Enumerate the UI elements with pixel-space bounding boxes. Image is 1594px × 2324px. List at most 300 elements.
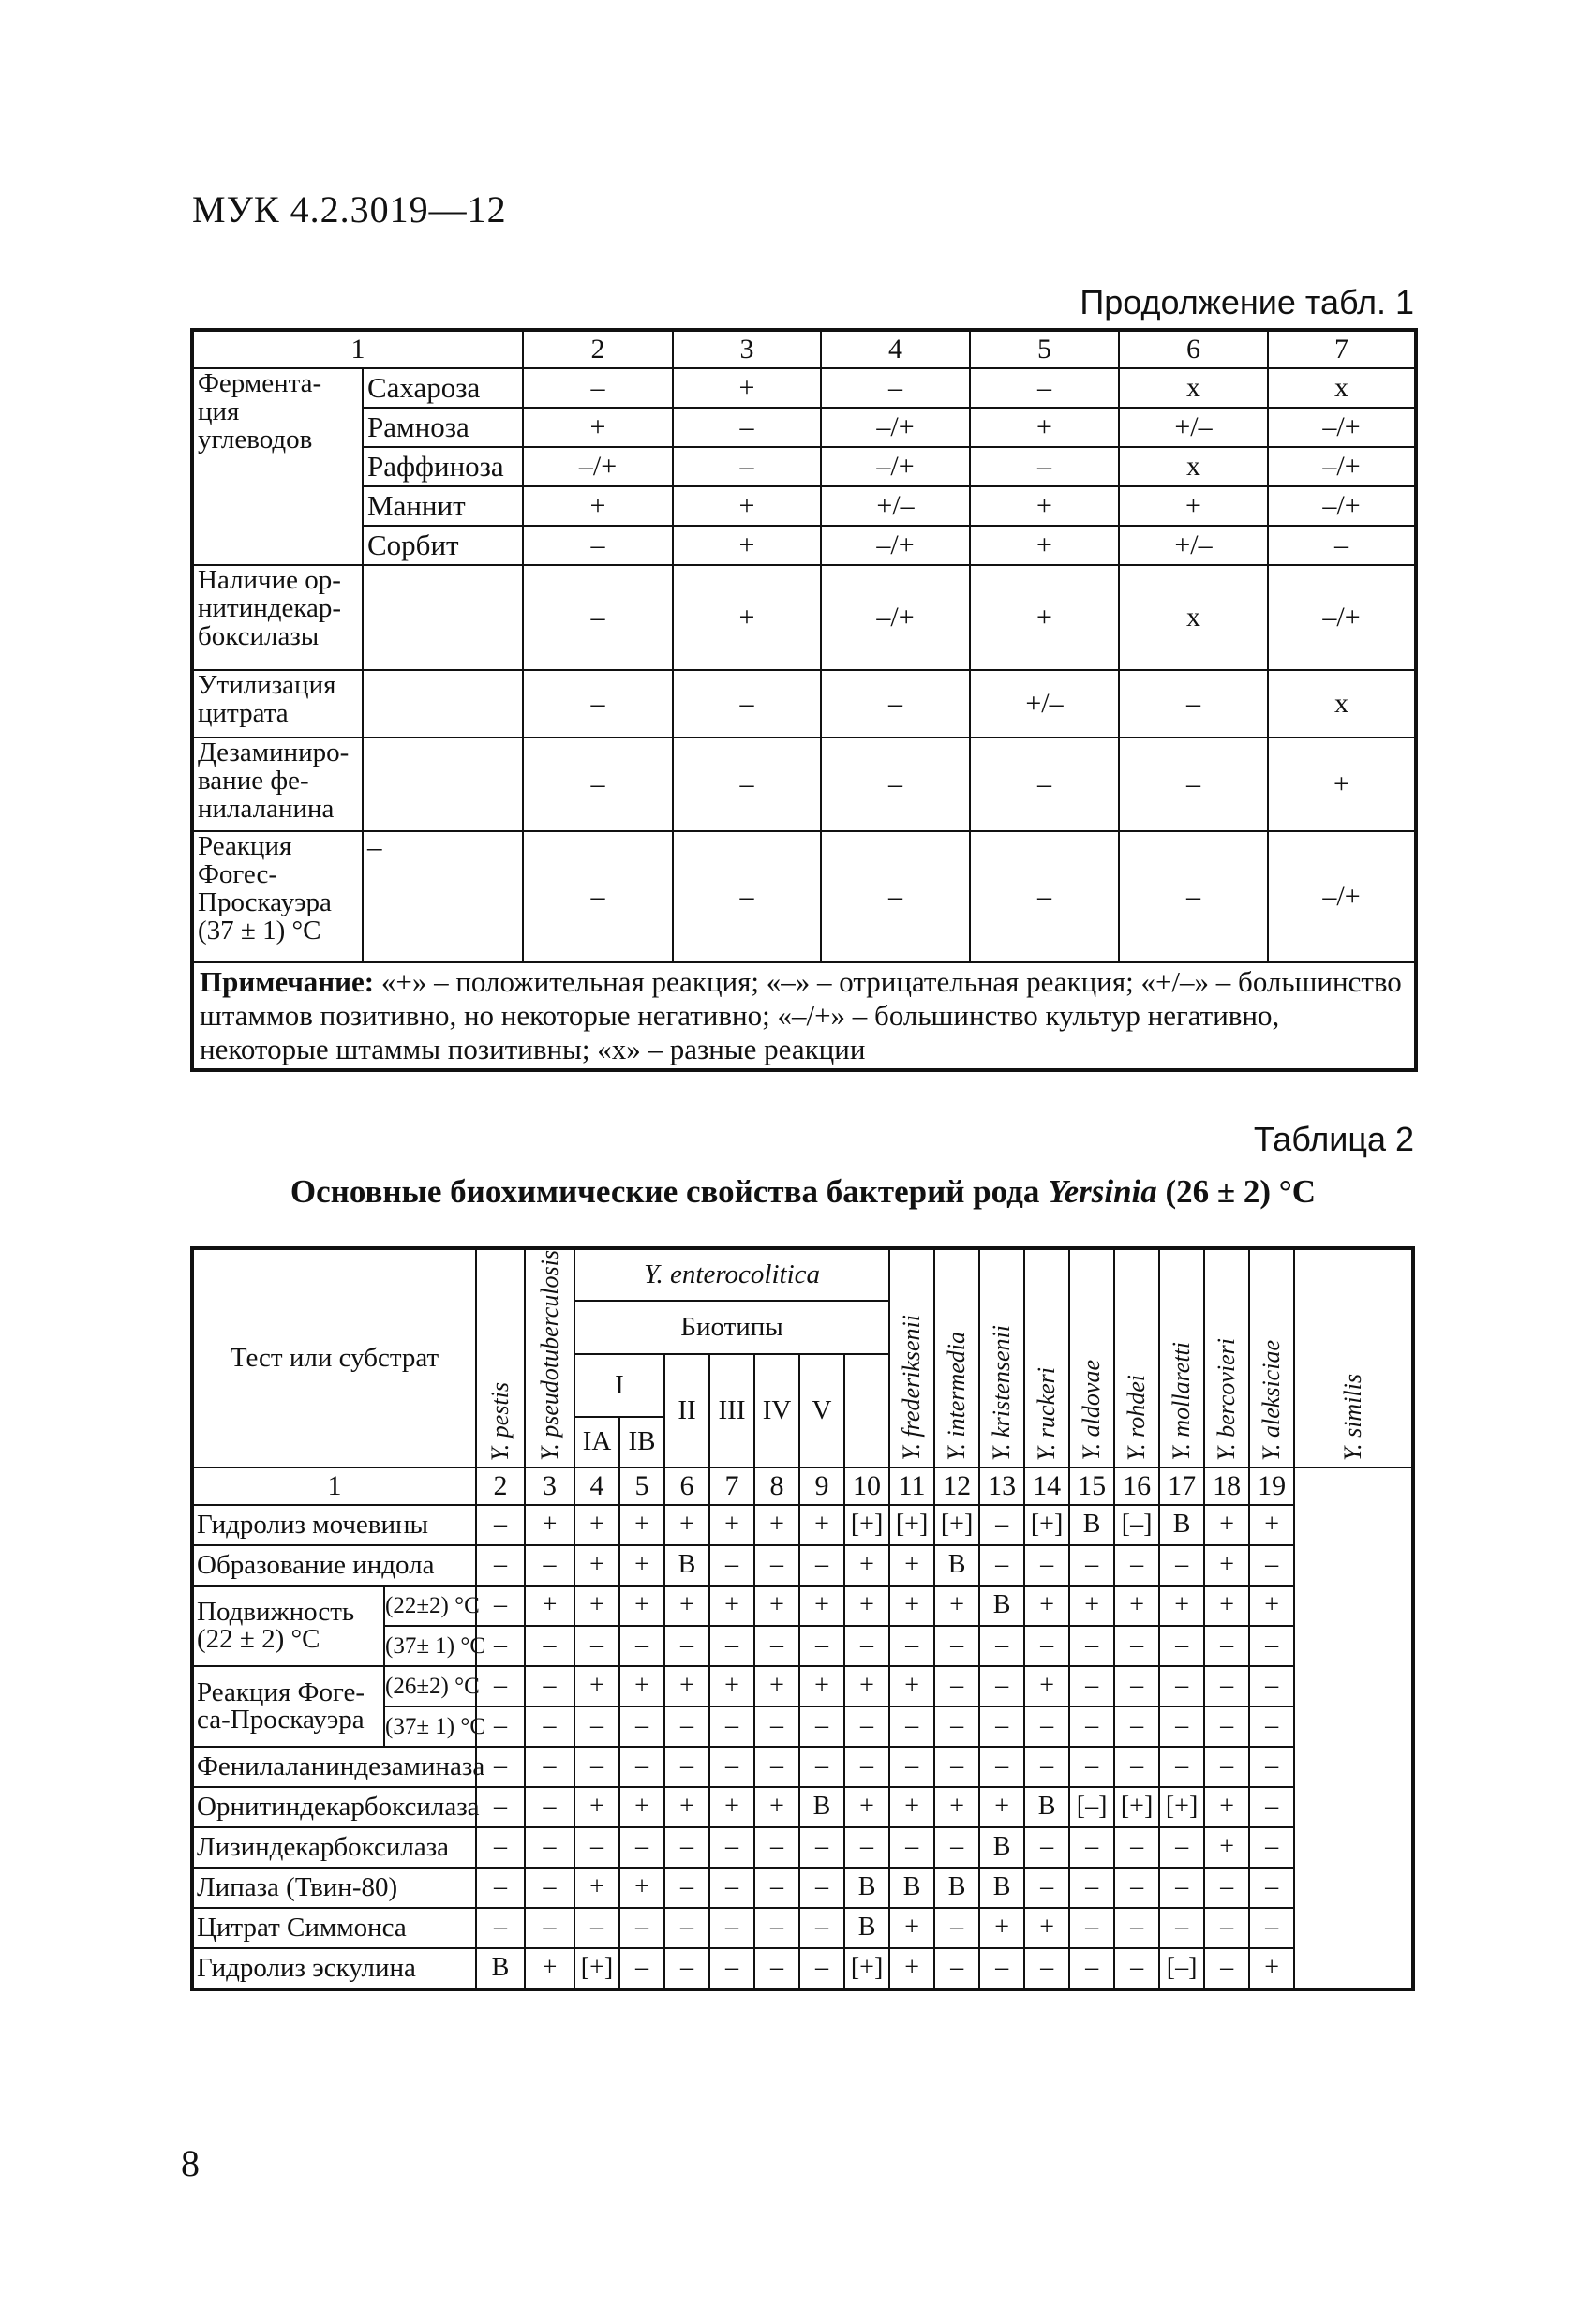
table1-cell: – bbox=[523, 737, 673, 831]
table2-cell: – bbox=[664, 1868, 709, 1908]
table1 bbox=[190, 328, 1418, 1072]
table1-category-label: Фермента- ция углеводов bbox=[192, 368, 363, 565]
species-header bbox=[1024, 1248, 1069, 1467]
table2-cell: – bbox=[574, 1908, 619, 1948]
table2-cell: В bbox=[844, 1868, 889, 1908]
test-header: Тест или субстрат bbox=[192, 1248, 476, 1467]
table2-cell: – bbox=[1204, 1868, 1249, 1908]
table1-cell: + bbox=[673, 526, 821, 565]
table2-cell: + bbox=[1024, 1586, 1069, 1626]
table2-cell: [+] bbox=[1159, 1787, 1204, 1827]
table1-cell: х bbox=[1119, 447, 1268, 486]
species-name: Y. intermedia bbox=[943, 1332, 971, 1461]
table2-cell: – bbox=[979, 1626, 1024, 1666]
table2-cell: – bbox=[1204, 1626, 1249, 1666]
table2-cell: – bbox=[844, 1827, 889, 1868]
table2-cell: – bbox=[799, 1948, 844, 1989]
table2-cell: – bbox=[476, 1868, 525, 1908]
table1-cell: –/+ bbox=[1268, 447, 1416, 486]
table2-cell: В bbox=[889, 1868, 934, 1908]
table2-col-number: 15 bbox=[1069, 1467, 1114, 1505]
table2-cell: – bbox=[934, 1747, 979, 1787]
table2-cell: + bbox=[844, 1586, 889, 1626]
table2-cell: – bbox=[619, 1626, 664, 1666]
table1-substrate-label bbox=[363, 670, 523, 737]
table1-col-number: 1 bbox=[192, 330, 523, 368]
table2-cell: + bbox=[574, 1505, 619, 1545]
table2-cell: + bbox=[799, 1505, 844, 1545]
table2-cell: – bbox=[476, 1626, 525, 1666]
table2-cell: + bbox=[619, 1787, 664, 1827]
table2-cell: – bbox=[1114, 1626, 1159, 1666]
table1-cell: – bbox=[673, 447, 821, 486]
table1-substrate-label: Сорбит bbox=[363, 526, 523, 565]
table2-cell: – bbox=[1249, 1706, 1294, 1747]
table1-cell: х bbox=[1268, 670, 1416, 737]
table2-cell: + bbox=[754, 1666, 799, 1706]
table2-cell: – bbox=[1159, 1706, 1204, 1747]
table2-cell: [–] bbox=[1159, 1948, 1204, 1989]
species-name: Y. mollaretti bbox=[1168, 1342, 1196, 1461]
table2-cell: – bbox=[525, 1787, 574, 1827]
enterocolitica-header: Y. enterocolitica bbox=[574, 1248, 889, 1301]
table2-cell: – bbox=[844, 1706, 889, 1747]
table2-cell: – bbox=[1204, 1908, 1249, 1948]
table2-col-number: 1 bbox=[192, 1467, 476, 1505]
table2-cell: – bbox=[619, 1948, 664, 1989]
test-condition: (26±2) °С bbox=[384, 1666, 476, 1706]
table2-cell: + bbox=[709, 1787, 754, 1827]
table1-cell: + bbox=[673, 486, 821, 526]
table2-cell: + bbox=[525, 1948, 574, 1989]
table2-cell: – bbox=[709, 1545, 754, 1586]
table2-cell: – bbox=[476, 1666, 525, 1706]
table2-cell: + bbox=[619, 1505, 664, 1545]
table2-cell: + bbox=[574, 1586, 619, 1626]
table2-cell: + bbox=[1204, 1827, 1249, 1868]
table2-cell: – bbox=[574, 1827, 619, 1868]
table1-cell: – bbox=[970, 447, 1119, 486]
table2-cell: – bbox=[1024, 1747, 1069, 1787]
table2-cell: [+] bbox=[1114, 1787, 1159, 1827]
table2-cell: – bbox=[1249, 1787, 1294, 1827]
table2-cell: + bbox=[1249, 1948, 1294, 1989]
table2-col-number: 11 bbox=[889, 1467, 934, 1505]
table2-cell: + bbox=[754, 1586, 799, 1626]
table2-cell: – bbox=[799, 1706, 844, 1747]
table2-cell: – bbox=[1159, 1827, 1204, 1868]
table2-cell: – bbox=[1159, 1868, 1204, 1908]
species-name: Y. pseudotuberculosis bbox=[535, 1250, 563, 1461]
table1-cell: – bbox=[673, 670, 821, 737]
table2-cell: + bbox=[934, 1787, 979, 1827]
species-header bbox=[889, 1248, 934, 1467]
table2-cell: – bbox=[754, 1747, 799, 1787]
table2-cell: В bbox=[1159, 1505, 1204, 1545]
table2-cell: – bbox=[1249, 1626, 1294, 1666]
table2-cell: – bbox=[664, 1706, 709, 1747]
species-header bbox=[934, 1248, 979, 1467]
table2-cell: + bbox=[525, 1586, 574, 1626]
table2-cell: + bbox=[709, 1586, 754, 1626]
table1-cell: – bbox=[1119, 670, 1268, 737]
table2-cell: + bbox=[1159, 1586, 1204, 1626]
species-header bbox=[1069, 1248, 1114, 1467]
table2-cell: – bbox=[754, 1908, 799, 1948]
table2-cell: – bbox=[1159, 1747, 1204, 1787]
table2-cell: В bbox=[664, 1545, 709, 1586]
table2-cell: + bbox=[889, 1908, 934, 1948]
table1-cell: – bbox=[970, 368, 1119, 408]
table2-cell: – bbox=[889, 1626, 934, 1666]
table1-cell: –/+ bbox=[1268, 831, 1416, 962]
test-label: Фенилаланиндезаминаза bbox=[192, 1747, 476, 1787]
test-label: Орнитиндекарбоксилаза bbox=[192, 1787, 476, 1827]
table2-cell: – bbox=[476, 1827, 525, 1868]
table1-cell: +/– bbox=[970, 670, 1119, 737]
table2-cell: В bbox=[979, 1868, 1024, 1908]
table2-cell: + bbox=[1204, 1545, 1249, 1586]
table2-cell: – bbox=[1204, 1706, 1249, 1747]
table2-cell: + bbox=[1249, 1586, 1294, 1626]
table2-col-number: 8 bbox=[754, 1467, 799, 1505]
table2-cell: + bbox=[889, 1787, 934, 1827]
table2-cell: – bbox=[664, 1827, 709, 1868]
table2-cell: – bbox=[476, 1586, 525, 1626]
table2-cell: – bbox=[525, 1868, 574, 1908]
table2-cell: – bbox=[1069, 1747, 1114, 1787]
table2-cell: + bbox=[664, 1505, 709, 1545]
table2-cell: [+] bbox=[844, 1505, 889, 1545]
table2-cell: – bbox=[1069, 1706, 1114, 1747]
table2-cell: + bbox=[574, 1545, 619, 1586]
table2-cell: – bbox=[525, 1626, 574, 1666]
table1-cell: – bbox=[1119, 737, 1268, 831]
table1-substrate-label: Сахароза bbox=[363, 368, 523, 408]
table1-cell: + bbox=[1268, 737, 1416, 831]
table2-col-number: 10 bbox=[844, 1467, 889, 1505]
table1-row bbox=[192, 737, 1416, 831]
table2-cell: – bbox=[754, 1948, 799, 1989]
table2-cell: + bbox=[1249, 1505, 1294, 1545]
table1-cell: – bbox=[523, 368, 673, 408]
table1-row bbox=[192, 670, 1416, 737]
species-header bbox=[979, 1248, 1024, 1467]
table2-row bbox=[192, 1545, 1413, 1586]
table2-cell: – bbox=[979, 1706, 1024, 1747]
table2-col-number: 4 bbox=[574, 1467, 619, 1505]
species-header bbox=[476, 1248, 525, 1467]
table2-cell: – bbox=[1249, 1908, 1294, 1948]
table1-category-label: Утилизация цитрата bbox=[192, 670, 363, 737]
table2-cell: – bbox=[754, 1827, 799, 1868]
table2-cell: – bbox=[1204, 1747, 1249, 1787]
table2-cell: – bbox=[889, 1747, 934, 1787]
table1-cell: –/+ bbox=[1268, 408, 1416, 447]
table2-cell: – bbox=[1069, 1827, 1114, 1868]
species-name: Y. aleksiciae bbox=[1258, 1339, 1286, 1461]
table1-cell: + bbox=[673, 565, 821, 670]
table2-row bbox=[192, 1666, 1413, 1706]
table2-cell: В bbox=[1069, 1505, 1114, 1545]
test-condition: (37± 1) °С bbox=[384, 1706, 476, 1747]
table2-cell: + bbox=[754, 1505, 799, 1545]
table1-note-text: «+» – положительная реакция; «–» – отрицательная реакция; «+/–» – большинство штаммов позитивно, но некоторые негативно; «–/+» – большинство культур негативно, некоторые штаммы позитивны; «х» – разные реакции bbox=[200, 965, 1402, 1065]
table2-cell: + bbox=[889, 1545, 934, 1586]
table2-col-number: 19 bbox=[1249, 1467, 1294, 1505]
table1-cell: х bbox=[1119, 368, 1268, 408]
table2-cell: – bbox=[476, 1545, 525, 1586]
table2-cell: – bbox=[1024, 1706, 1069, 1747]
table2-cell: + bbox=[844, 1666, 889, 1706]
table2-cell: – bbox=[934, 1827, 979, 1868]
table2-cell: – bbox=[476, 1747, 525, 1787]
table1-cell: –/+ bbox=[821, 447, 970, 486]
table2-cell: – bbox=[754, 1868, 799, 1908]
table1-cell: – bbox=[970, 737, 1119, 831]
table2-col-number: 7 bbox=[709, 1467, 754, 1505]
species-header bbox=[1159, 1248, 1204, 1467]
table2-col-number: 13 bbox=[979, 1467, 1024, 1505]
table1-cell: х bbox=[1119, 565, 1268, 670]
table2-cell: – bbox=[1069, 1908, 1114, 1948]
table1-cell: +/– bbox=[1119, 526, 1268, 565]
table2-cell: + bbox=[889, 1586, 934, 1626]
species-name: Y. rohdei bbox=[1123, 1374, 1151, 1461]
table2-cell: – bbox=[844, 1747, 889, 1787]
table2-row bbox=[192, 1747, 1413, 1787]
table2-cell: – bbox=[1069, 1626, 1114, 1666]
table2-cell: – bbox=[1249, 1545, 1294, 1586]
table2-cell: + bbox=[525, 1505, 574, 1545]
species-name: Y. similis bbox=[1339, 1373, 1367, 1461]
table2-cell: – bbox=[979, 1747, 1024, 1787]
table2-cell: + bbox=[574, 1666, 619, 1706]
species-name: Y. frederiksenii bbox=[898, 1315, 926, 1461]
table1-cell: – bbox=[821, 368, 970, 408]
table2-cell: + bbox=[979, 1787, 1024, 1827]
table1-cell: + bbox=[970, 486, 1119, 526]
table2-cell: + bbox=[574, 1787, 619, 1827]
table1-cell: – bbox=[673, 831, 821, 962]
table1-cell: –/+ bbox=[1268, 565, 1416, 670]
table2-cell: – bbox=[1159, 1626, 1204, 1666]
table2-cell: – bbox=[934, 1908, 979, 1948]
species-header bbox=[1294, 1248, 1413, 1467]
biotype-header: V bbox=[799, 1354, 844, 1467]
table2-col-number: 18 bbox=[1204, 1467, 1249, 1505]
table2-cell: [–] bbox=[1069, 1787, 1114, 1827]
table2-cell: – bbox=[1114, 1747, 1159, 1787]
table2-cell: – bbox=[799, 1747, 844, 1787]
table2-col-number: 14 bbox=[1024, 1467, 1069, 1505]
table1-cell: – bbox=[821, 737, 970, 831]
table2-cell: – bbox=[709, 1908, 754, 1948]
table2-row bbox=[192, 1868, 1413, 1908]
table1-substrate-label: Рамноза bbox=[363, 408, 523, 447]
table1-cell: – bbox=[523, 670, 673, 737]
species-header bbox=[525, 1248, 574, 1467]
table1-row bbox=[192, 526, 1416, 565]
table2-cell: – bbox=[476, 1787, 525, 1827]
table1-row bbox=[192, 368, 1416, 408]
table2-cell: [+] bbox=[934, 1505, 979, 1545]
table2-cell: – bbox=[574, 1706, 619, 1747]
table2-cell: [+] bbox=[889, 1505, 934, 1545]
page-number: 8 bbox=[181, 2142, 200, 2184]
table1-substrate-label: Маннит bbox=[363, 486, 523, 526]
table2-cell: – bbox=[1069, 1868, 1114, 1908]
table1-substrate-label bbox=[363, 737, 523, 831]
table1-cell: –/+ bbox=[821, 408, 970, 447]
table2-cell: – bbox=[799, 1868, 844, 1908]
table2-cell: – bbox=[619, 1747, 664, 1787]
table2-cell: – bbox=[889, 1827, 934, 1868]
biotype-header: III bbox=[709, 1354, 754, 1467]
table1-col-number: 3 bbox=[673, 330, 821, 368]
table2-cell: – bbox=[934, 1666, 979, 1706]
table1-cell: – bbox=[821, 670, 970, 737]
table2-cell: + bbox=[619, 1868, 664, 1908]
table1-cell: + bbox=[523, 486, 673, 526]
table1-caption: Продолжение табл. 1 bbox=[1080, 283, 1414, 321]
table2-cell: – bbox=[1114, 1948, 1159, 1989]
table2-cell: + bbox=[619, 1545, 664, 1586]
table2-cell: – bbox=[1114, 1827, 1159, 1868]
table2-title: Основные биохимические свойства бактерий рода Yersinia (26 ± 2) °С bbox=[290, 1173, 1317, 1210]
table2-cell: – bbox=[1024, 1948, 1069, 1989]
table2-row bbox=[192, 1827, 1413, 1868]
table2-cell: В bbox=[979, 1827, 1024, 1868]
table2-cell: + bbox=[889, 1666, 934, 1706]
table2-cell: – bbox=[1159, 1545, 1204, 1586]
document-header: МУК 4.2.3019—12 bbox=[192, 188, 507, 231]
table2-cell: – bbox=[799, 1626, 844, 1666]
table1-col-number: 6 bbox=[1119, 330, 1268, 368]
table2-col-number: 2 bbox=[476, 1467, 525, 1505]
table2-cell: В bbox=[476, 1948, 525, 1989]
test-label: Подвижность (22 ± 2) °С bbox=[192, 1586, 384, 1666]
test-label: Цитрат Симмонса bbox=[192, 1908, 476, 1948]
table1-col-number: 7 bbox=[1268, 330, 1416, 368]
table1-cell: – bbox=[970, 831, 1119, 962]
table2-col-number: 12 bbox=[934, 1467, 979, 1505]
table2-row bbox=[192, 1908, 1413, 1948]
table2-cell: – bbox=[934, 1626, 979, 1666]
table2-cell: – bbox=[709, 1747, 754, 1787]
table2-cell: – bbox=[754, 1706, 799, 1747]
table1-col-number: 2 bbox=[523, 330, 673, 368]
table2-row bbox=[192, 1586, 1413, 1626]
table2-cell: + bbox=[979, 1908, 1024, 1948]
table1-col-number: 4 bbox=[821, 330, 970, 368]
table1-cell: + bbox=[970, 565, 1119, 670]
table2-cell: – bbox=[1159, 1666, 1204, 1706]
table2-cell: – bbox=[525, 1545, 574, 1586]
table1-note-row bbox=[192, 962, 1416, 1070]
table2-cell: – bbox=[1114, 1545, 1159, 1586]
table2-cell: В bbox=[979, 1586, 1024, 1626]
table2-cell: – bbox=[1204, 1666, 1249, 1706]
table2-cell: – bbox=[574, 1626, 619, 1666]
table2-cell: – bbox=[525, 1706, 574, 1747]
table2-col-number: 9 bbox=[799, 1467, 844, 1505]
table2-cell: – bbox=[709, 1868, 754, 1908]
table1-substrate-label: Раффиноза bbox=[363, 447, 523, 486]
table2-cell: – bbox=[525, 1747, 574, 1787]
table2-cell: + bbox=[889, 1948, 934, 1989]
biotype-subheader: IB bbox=[619, 1417, 664, 1467]
table2-cell: – bbox=[1024, 1868, 1069, 1908]
biotype-header: IV bbox=[754, 1354, 799, 1467]
table2-cell: В bbox=[844, 1908, 889, 1948]
biotype-subheader: IA bbox=[574, 1417, 619, 1467]
table2-cell: – bbox=[525, 1666, 574, 1706]
species-name: Y. pestis bbox=[486, 1381, 514, 1461]
biotype-header: I bbox=[574, 1354, 664, 1417]
table2-cell: – bbox=[664, 1747, 709, 1787]
table1-row bbox=[192, 831, 1416, 962]
test-label: Липаза (Твин-80) bbox=[192, 1868, 476, 1908]
table2-cell: В bbox=[799, 1787, 844, 1827]
table2-cell: – bbox=[844, 1626, 889, 1666]
table2-cell: В bbox=[1024, 1787, 1069, 1827]
table1-row bbox=[192, 408, 1416, 447]
table1-cell: + bbox=[970, 408, 1119, 447]
table2-cell: – bbox=[664, 1948, 709, 1989]
table2-cell: + bbox=[799, 1586, 844, 1626]
table2-cell: – bbox=[799, 1908, 844, 1948]
table1-cell: –/+ bbox=[523, 447, 673, 486]
table1-cell: +/– bbox=[1119, 408, 1268, 447]
table2-cell: – bbox=[889, 1706, 934, 1747]
table2-cell: – bbox=[799, 1545, 844, 1586]
table2-cell: – bbox=[709, 1626, 754, 1666]
table2-cell: – bbox=[619, 1706, 664, 1747]
table2-cell: – bbox=[574, 1747, 619, 1787]
table2-col-number: 5 bbox=[619, 1467, 664, 1505]
species-header bbox=[1249, 1248, 1294, 1467]
table2-cell: – bbox=[1249, 1827, 1294, 1868]
table2-cell: – bbox=[1204, 1948, 1249, 1989]
table1-cell: – bbox=[523, 831, 673, 962]
table1-category-label: Наличие ор- нитиндекар- боксилазы bbox=[192, 565, 363, 670]
table1-row bbox=[192, 565, 1416, 670]
table2-cell: [+] bbox=[1024, 1505, 1069, 1545]
table2-cell: – bbox=[664, 1626, 709, 1666]
table2-cell: – bbox=[1249, 1747, 1294, 1787]
table2-cell: [+] bbox=[844, 1948, 889, 1989]
table2-cell: – bbox=[979, 1545, 1024, 1586]
table2-cell: – bbox=[525, 1827, 574, 1868]
table1-cell: х bbox=[1268, 368, 1416, 408]
table2-cell: В bbox=[934, 1545, 979, 1586]
table2-cell: + bbox=[1204, 1505, 1249, 1545]
table2-cell: В bbox=[934, 1868, 979, 1908]
table2-cell: + bbox=[574, 1868, 619, 1908]
table1-cell: –/+ bbox=[821, 565, 970, 670]
table1-cell: +/– bbox=[821, 486, 970, 526]
table2-cell: – bbox=[525, 1908, 574, 1948]
table2-cell: – bbox=[934, 1706, 979, 1747]
species-name: Y. kristensenii bbox=[988, 1324, 1016, 1461]
table2-cell: + bbox=[844, 1545, 889, 1586]
table1-substrate-label: – bbox=[363, 831, 523, 962]
test-label: Гидролиз мочевины bbox=[192, 1505, 476, 1545]
table2-cell: – bbox=[754, 1626, 799, 1666]
table2-cell: + bbox=[844, 1787, 889, 1827]
table1-cell: – bbox=[821, 831, 970, 962]
